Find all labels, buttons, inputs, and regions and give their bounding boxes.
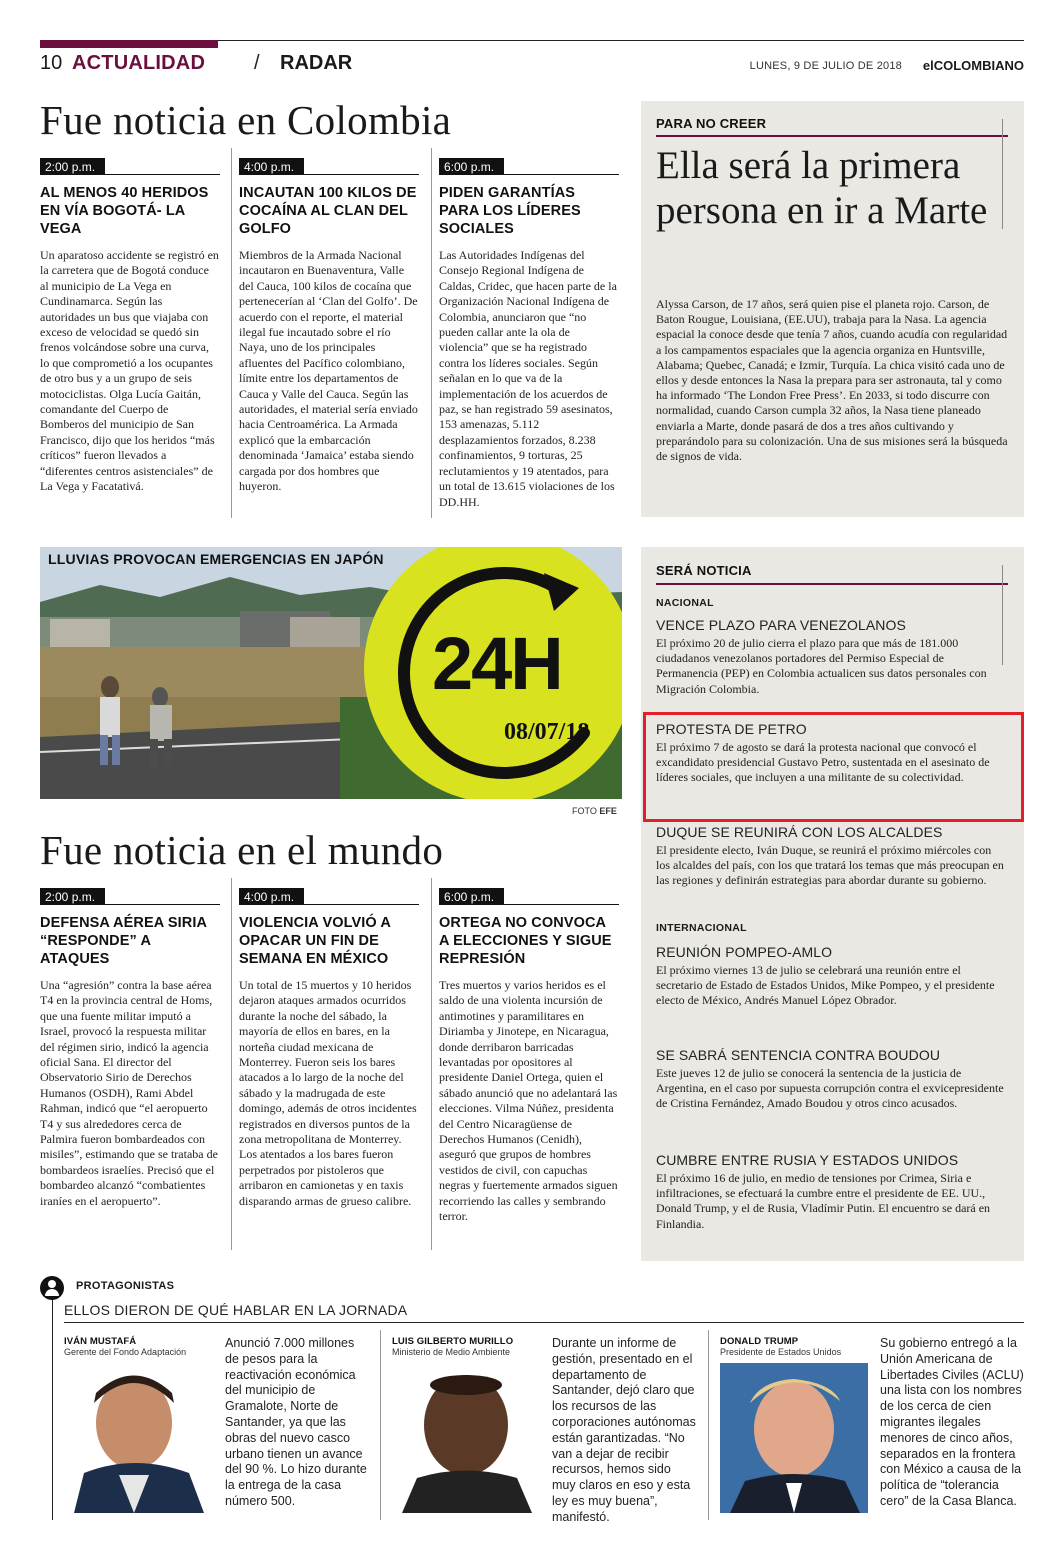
item-body: El próximo 16 de julio, en medio de tensiones por Crimea, Siria e infiltraciones, se efectuará la cumbre entre el presidente de EE. UU., Donald Trump, y el de Rusia, Vladímir Putin. El encuentro se dará en Finlandia. bbox=[656, 1171, 991, 1231]
person-statement: Anunció 7.000 millones de pesos para la reactivación económica del municipio de Gramalote, Norte de Santander, ya que las obras del nuevo casco urbano tienen un avance del 90 %. Lo hizo durante la entrega de la casa número 500. bbox=[225, 1336, 367, 1508]
newspaper-logo[interactable] bbox=[923, 58, 1024, 73]
person-photo bbox=[64, 1363, 212, 1513]
column-divider bbox=[231, 878, 232, 1250]
news-headline[interactable]: PIDEN GARANTÍAS PARA LOS LÍDERES SOCIALES bbox=[439, 185, 581, 237]
box-accent-rule bbox=[656, 583, 1008, 585]
news-headline[interactable]: INCAUTAN 100 KILOS DE COCAÍNA AL CLAN DEL GOLFO bbox=[239, 185, 417, 237]
column-divider bbox=[708, 1330, 709, 1520]
person-icon bbox=[40, 1276, 64, 1300]
protagonista-card-3[interactable] bbox=[720, 1336, 870, 1518]
column-divider bbox=[231, 148, 232, 518]
24h-date: 08/07/18 bbox=[504, 719, 590, 745]
credit-prefix: FOTO bbox=[572, 806, 597, 816]
person-photo bbox=[392, 1363, 540, 1513]
time-badge: 2:00 p.m. bbox=[40, 888, 105, 904]
item-body: El presidente electo, Iván Duque, se reunirá el próximo miércoles con los alcaldes del país, con los que tratará los temas que más preocupan en las regiones y definirán estrategias para abordar durante su gobierno. bbox=[656, 843, 1004, 888]
item-body: El próximo 20 de julio cierra el plazo para que más de 181.000 ciudadanos venezolanos portadores del Permiso Especial de Permanencia (PEP) en Colombia actualicen sus datos personales con Migración Colombia. bbox=[656, 636, 987, 696]
time-badge: 6:00 p.m. bbox=[439, 158, 504, 174]
time-badge: 4:00 p.m. bbox=[239, 888, 304, 904]
news-body: Un aparatoso accidente se registró en la carretera que de Bogotá conduce al municipio de La Vega en Cundinamarca. Según las autoridades un bus que viajaba con exceso de velocidad se quedó sin frenos volcándose sobre una curva, lo que comprometió a los ocupantes de otro bus y a un grupo de seis motociclistas. Olga Lucía Gaitán, comandante del Cuerpo de Bomberos del municipio de San Francisco, dijo que los heridos “más críticos” fueron llevados a “diferentes centros asistenciales” de La Vega y Facatativá. bbox=[40, 248, 219, 494]
column-divider bbox=[431, 878, 432, 1250]
time-rule bbox=[439, 174, 619, 175]
section-name[interactable]: ACTUALIDAD bbox=[72, 52, 206, 74]
news-headline[interactable]: VIOLENCIA VOLVIÓ A OPACAR UN FIN DE SEMANA EN MÉXICO bbox=[239, 915, 391, 967]
highlight-frame bbox=[643, 712, 1024, 822]
news-headline[interactable]: ORTEGA NO CONVOCA A ELECCIONES Y SIGUE REPRESIÓN bbox=[439, 915, 612, 967]
protagonista-card-1[interactable] bbox=[64, 1336, 214, 1518]
protagonistas-rule bbox=[64, 1322, 1024, 1323]
person-role: Presidente de Estados Unidos bbox=[720, 1347, 842, 1357]
sera-noticia-item[interactable] bbox=[656, 617, 1006, 697]
time-rule bbox=[439, 904, 619, 905]
internacional-label: INTERNACIONAL bbox=[656, 922, 747, 934]
person-name[interactable]: IVÁN MUSTAFÁ bbox=[64, 1336, 137, 1347]
brand-prefix: el bbox=[922, 58, 934, 73]
sera-noticia-item[interactable] bbox=[656, 944, 1006, 1009]
time-badge: 6:00 p.m. bbox=[439, 888, 504, 904]
time-rule bbox=[239, 174, 419, 175]
protagonistas-label: PROTAGONISTAS bbox=[76, 1280, 175, 1292]
sera-noticia-box bbox=[641, 547, 1024, 1261]
mars-headline[interactable]: Ella será la primera persona en ir a Marte bbox=[656, 144, 988, 232]
mundo-news-3[interactable] bbox=[439, 888, 619, 1225]
nacional-label: NACIONAL bbox=[656, 597, 714, 609]
news-body: Un total de 15 muertos y 10 heridos dejaron ataques armados ocurridos durante la noche del sábado, la mayoría de ellos en bares, en la norteña ciudad mexicana de Monterrey. Fueron seis los bares atacados a lo largo de la noche del sábado y la madrugada de este domingo, además de otros incidentes registrados en diversos puntos de la zona metropolitana de Monterrey. Los atentados a los bares fueron perpetrados por pistoleros que arribaron en camionetas y en taxis disparando armas de grueso calibre. bbox=[239, 978, 417, 1208]
time-badge: 2:00 p.m. bbox=[40, 158, 105, 174]
time-badge: 4:00 p.m. bbox=[239, 158, 304, 174]
colombia-news-1[interactable] bbox=[40, 158, 220, 495]
24h-badge bbox=[364, 547, 622, 799]
brand-name: COLOMBIANO bbox=[933, 58, 1024, 73]
item-body: El próximo 7 de agosto se dará la protesta nacional que convocó el excandidato presidencial Gustavo Petro, sustentada en el asesinato de líderes sociales, que incluyen a una militante de su colectividad. bbox=[656, 740, 990, 785]
item-body: El próximo viernes 13 de julio se celebrará una reunión entre el secretario de Estado de Estados Unidos, Mike Pompeo, y el presidente electo de México, Andrés Manuel López Obrador. bbox=[656, 963, 995, 1008]
mars-body: Alyssa Carson, de 17 años, será quien pise el planeta rojo. Carson, de Baton Rougue, Louisiana, (EE.UU), trabaja para la Nasa. La agencia espacial la conoce desde que tenía 7 años, cuando acudía con regularidad a los campamentos espaciales que la agencia organiza en Huntsville, Alabama; Quebec, Canadá; e Izmir, Turquía. La chica visitó cada uno de ellos y desde entonces la Nasa la prepara para ser astronauta, tal y como ha informado ‘The London Free Press’. En 2033, si todo discurre con normalidad, cuando Carson cumpla 32 años, la Nasa tiene planeado enviarla a Marte, donde pasará de dos a tres años cultivando y preparándolo para su colonización. Una de sus misiones será la búsqueda de signos de vida. bbox=[656, 297, 1008, 464]
section-accent-bar bbox=[40, 40, 218, 48]
colombia-section-title: Fue noticia en Colombia bbox=[40, 97, 452, 143]
item-body: Este jueves 12 de julio se conocerá la sentencia de la justicia de Argentina, en el caso por supuesta corrupción contra el exvicepresidente de Cristina Fernández, Amado Boudou y otros cinco acusados. bbox=[656, 1066, 1004, 1111]
person-role: Gerente del Fondo Adaptación bbox=[64, 1347, 187, 1357]
protagonistas-side-rule bbox=[52, 1300, 53, 1520]
mundo-section-title: Fue noticia en el mundo bbox=[40, 827, 444, 873]
credit-name: EFE bbox=[599, 806, 617, 816]
time-rule bbox=[40, 904, 220, 905]
photo-caption: LLUVIAS PROVOCAN EMERGENCIAS EN JAPÓN bbox=[48, 551, 384, 567]
news-body: Una “agresión” contra la base aérea T4 en la provincia central de Homs, que una fuente militar imputó a Israel, provocó la respuesta militar del régimen sirio, indicó la agencia oficial Sana. El director del Observatorio Sirio de Derechos Humanos (OSDH), Rami Abdel Rahman, indicó que “el aeropuerto T4 y sus alrededores cerca de Palmira fueron bombardeados con misiles”, estimando que se trataba de bombardeos israelíes. Precisó que el bombardeo alcanzó “combatientes iraníes en el aeropuerto”. bbox=[40, 978, 218, 1208]
column-divider bbox=[431, 148, 432, 518]
person-name[interactable]: LUIS GILBERTO MURILLO bbox=[392, 1336, 514, 1347]
item-headline[interactable]: PROTESTA DE PETRO bbox=[656, 721, 807, 737]
time-rule bbox=[239, 904, 419, 905]
mundo-news-1[interactable] bbox=[40, 888, 220, 1209]
section-slash: / bbox=[254, 52, 260, 74]
para-no-creer-label: PARA NO CREER bbox=[656, 116, 767, 131]
issue-date: LUNES, 9 DE JULIO DE 2018 bbox=[749, 60, 902, 72]
item-headline[interactable]: VENCE PLAZO PARA VENEZOLANOS bbox=[656, 617, 906, 633]
sera-noticia-item[interactable] bbox=[656, 1152, 1006, 1232]
person-photo bbox=[720, 1363, 868, 1513]
news-body: Miembros de la Armada Nacional incautaron en Buenaventura, Valle del Cauca, 100 kilos de cocaína que pertenecerían al ‘Clan del Golfo’. De acuerdo con el reporte, el material ilegal fue incautado sobre el río Naya, uno de los principales afluentes del Pacífico colombiano, límite entre los departamentos de Cauca y Valle del Cauca. Según las autoridades, el material sería enviado hacia Centroamérica. La Armada explicó que la embarcación denominada ‘Jamaica’ estaba siendo cargada por dos hombres que huyeron. bbox=[239, 248, 418, 494]
person-statement: Su gobierno entregó a la Unión Americana de Libertades Civiles (ACLU) una lista con los nombres de los cerca de cien migrantes ilegales menores de cinco años, separados en la frontera con México a causa de la política de “tolerancia cero” de la Casa Blanca. bbox=[880, 1336, 1024, 1508]
page-header bbox=[40, 50, 1024, 76]
item-headline[interactable]: CUMBRE ENTRE RUSIA Y ESTADOS UNIDOS bbox=[656, 1152, 959, 1168]
para-no-creer-box bbox=[641, 101, 1024, 517]
news-body: Tres muertos y varios heridos es el saldo de una violenta incursión de antimotines y paramilitares en Diriamba y Jinotepe, en Nicaragua, donde derribaron barricadas levantadas por opositores al presidente Daniel Ortega, quien el sábado anunció que no adelantará las elecciones. Vilma Núñez, presidenta del Centro Nicaragüense de Derechos Humanos (Cenidh), aseguró que grupos de hombres vestidos de civil, con capuchas negras y fuertemente armados siguen recorriendo las calles y sembrando terror. bbox=[439, 978, 618, 1224]
time-rule bbox=[40, 174, 220, 175]
item-headline[interactable]: REUNIÓN POMPEO-AMLO bbox=[656, 944, 833, 960]
colombia-news-2[interactable] bbox=[239, 158, 419, 495]
person-name[interactable]: DONALD TRUMP bbox=[720, 1336, 799, 1347]
item-headline[interactable]: SE SABRÁ SENTENCIA CONTRA BOUDOU bbox=[656, 1047, 941, 1063]
mundo-news-2[interactable] bbox=[239, 888, 419, 1209]
subsection-name[interactable]: RADAR bbox=[280, 52, 353, 74]
item-headline[interactable]: DUQUE SE REUNIRÁ CON LOS ALCALDES bbox=[656, 824, 943, 840]
japan-floods-photo[interactable] bbox=[40, 547, 622, 799]
person-statement: Durante un informe de gestión, presentado en el departamento de Santander, dejó claro que los recursos de las corporaciones autónomas están garantizadas. “No van a dejar de recibir recursos, hemos sido muy claros en eso y esta ley es muy buena”, manifestó. bbox=[552, 1336, 696, 1524]
news-body: Las Autoridades Indígenas del Consejo Regional Indígena de Caldas, Cridec, que hacen parte de la Organización Nacional Indígena de Colombia, anunciaron que “no pueden callar ante la ola de violencia” que se ha registrado contra los líderes sociales. Según señalan en lo que va de la implementación de los acuerdos de paz, se han registrado 59 asesinatos, 153 amenazas, 5.112 desplazamientos forzados, 8.238 confinamientos, 9 torturas, 25 reclutamientos y 19 atentados, para un total de 13.615 violaciones de los DD.HH. bbox=[439, 248, 617, 509]
box-accent-rule bbox=[656, 135, 1008, 137]
box-side-rule bbox=[1002, 119, 1003, 229]
person-role: Ministerio de Medio Ambiente bbox=[392, 1347, 511, 1357]
sera-noticia-item[interactable] bbox=[656, 1047, 1006, 1112]
protagonistas-subtitle: ELLOS DIERON DE QUÉ HABLAR EN LA JORNADA bbox=[64, 1302, 408, 1318]
news-headline[interactable]: DEFENSA AÉREA SIRIA “RESPONDE” A ATAQUES bbox=[40, 915, 207, 967]
sera-noticia-item[interactable] bbox=[656, 824, 1006, 889]
news-headline[interactable]: AL MENOS 40 HERIDOS EN VÍA BOGOTÁ- LA VEGA bbox=[40, 185, 209, 237]
colombia-news-3[interactable] bbox=[439, 158, 619, 510]
24h-label: 24H bbox=[432, 622, 562, 705]
protagonista-card-2[interactable] bbox=[392, 1336, 542, 1518]
photo-credit bbox=[572, 806, 617, 816]
page-number: 10 bbox=[40, 52, 63, 74]
column-divider bbox=[380, 1330, 381, 1520]
sera-noticia-label: SERÁ NOTICIA bbox=[656, 563, 752, 578]
